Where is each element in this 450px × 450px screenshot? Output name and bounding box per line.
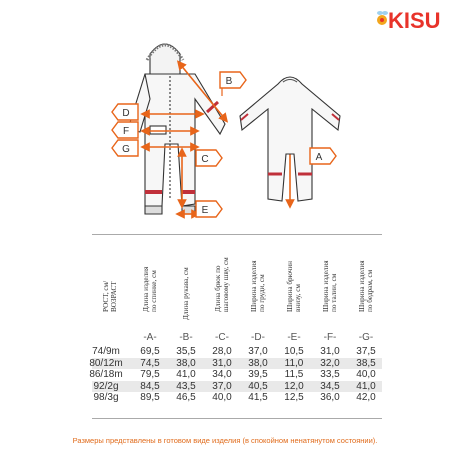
size-table bbox=[89, 250, 382, 404]
table-row bbox=[92, 381, 382, 393]
value-cell: 42,0 bbox=[356, 392, 376, 403]
value-cell: 40,0 bbox=[212, 392, 232, 403]
size-cell: 74/9m bbox=[92, 346, 120, 357]
value-cell: 12,5 bbox=[284, 392, 304, 403]
value-cell: 38,0 bbox=[248, 357, 268, 369]
column-header-label: РОСТ, см/ ВОЗРАСТ bbox=[102, 280, 118, 312]
value-cell: 12,0 bbox=[284, 380, 304, 392]
measurement-letter: -G- bbox=[358, 332, 374, 343]
value-cell: 40,5 bbox=[248, 380, 268, 392]
value-cell: 35,5 bbox=[176, 346, 196, 357]
column-header bbox=[144, 250, 156, 328]
value-cell: 33,5 bbox=[320, 369, 340, 380]
measurement-letter: -F- bbox=[323, 332, 337, 343]
measurement-letter-row bbox=[92, 330, 382, 346]
column-header-label: Ширина изделия по груди, см bbox=[250, 260, 266, 312]
value-cell: 41,0 bbox=[356, 380, 376, 392]
table-row bbox=[92, 392, 382, 404]
marker-f bbox=[112, 122, 138, 138]
measurement-letter: -D- bbox=[251, 332, 265, 343]
value-cell: 37,0 bbox=[212, 380, 232, 392]
logo-text: KISU bbox=[388, 8, 441, 33]
value-cell: 89,5 bbox=[140, 392, 160, 403]
marker-g bbox=[112, 140, 138, 156]
size-cell: 98/3g bbox=[93, 392, 119, 403]
column-header bbox=[104, 250, 116, 328]
value-cell: 36,0 bbox=[320, 392, 340, 403]
svg-text:F: F bbox=[122, 126, 130, 137]
column-header bbox=[360, 250, 372, 328]
table-bottom-rule bbox=[92, 418, 382, 419]
value-cell: 11,0 bbox=[284, 357, 304, 369]
column-header bbox=[252, 250, 264, 328]
value-cell: 84,5 bbox=[140, 380, 160, 392]
value-cell: 40,0 bbox=[356, 369, 376, 380]
value-cell: 37,0 bbox=[248, 346, 268, 357]
svg-text:D: D bbox=[122, 108, 130, 119]
column-header-label: Ширина изделия по талии, см bbox=[322, 260, 338, 312]
size-cell: 80/12m bbox=[89, 357, 123, 369]
garment-diagram bbox=[0, 34, 450, 224]
column-header bbox=[288, 250, 300, 328]
measurement-letter: -E- bbox=[287, 332, 301, 343]
svg-text:C: C bbox=[201, 154, 209, 165]
table-body bbox=[89, 346, 382, 404]
measurement-letter: -C- bbox=[215, 332, 229, 343]
value-cell: 34,5 bbox=[320, 380, 340, 392]
column-header-label: Длина рукава, см bbox=[182, 267, 190, 320]
bee-icon bbox=[377, 11, 388, 25]
value-cell: 28,0 bbox=[212, 346, 232, 357]
table-top-rule bbox=[92, 234, 382, 235]
column-header bbox=[180, 250, 192, 328]
measurement-letter: -A- bbox=[143, 332, 157, 343]
column-header-label: Ширина брючин внизу, см bbox=[286, 260, 302, 312]
value-cell: 43,5 bbox=[176, 380, 196, 392]
value-cell: 31,0 bbox=[212, 357, 232, 369]
value-cell: 39,5 bbox=[248, 369, 268, 380]
size-note: Размеры представлены в готовом виде изделия (в спокойном ненатянутом состоянии). bbox=[72, 436, 378, 445]
value-cell: 69,5 bbox=[140, 346, 160, 357]
value-cell: 79,5 bbox=[140, 369, 160, 380]
value-cell: 46,5 bbox=[176, 392, 196, 403]
brand-logo bbox=[376, 6, 446, 34]
svg-text:B: B bbox=[225, 76, 233, 87]
value-cell: 38,5 bbox=[356, 357, 376, 369]
value-cell: 38,0 bbox=[176, 357, 196, 369]
measurement-letter: -B- bbox=[179, 332, 193, 343]
value-cell: 41,0 bbox=[176, 369, 196, 380]
value-cell: 74,5 bbox=[140, 357, 160, 369]
column-header bbox=[324, 250, 336, 328]
column-header bbox=[216, 250, 228, 328]
marker-a bbox=[310, 148, 336, 164]
svg-text:G: G bbox=[122, 144, 130, 155]
svg-text:A: A bbox=[315, 152, 323, 163]
column-header-label: Ширина изделия по бедрам, см bbox=[358, 260, 374, 312]
value-cell: 11,5 bbox=[284, 369, 304, 380]
marker-c bbox=[196, 150, 222, 166]
value-cell: 34,0 bbox=[212, 369, 232, 380]
table-row bbox=[89, 357, 382, 370]
value-cell: 10,5 bbox=[284, 346, 304, 357]
value-cell: 37,5 bbox=[356, 346, 376, 357]
size-cell: 86/18m bbox=[89, 369, 123, 380]
table-row bbox=[89, 369, 382, 381]
column-header-label: Длина изделия по спинке, см bbox=[142, 266, 158, 312]
svg-text:E: E bbox=[201, 205, 209, 216]
header-row bbox=[92, 250, 382, 328]
column-header-label: Длина брюк по шаговому шву, см bbox=[214, 257, 230, 312]
size-cell: 92/2g bbox=[93, 380, 119, 392]
value-cell: 31,0 bbox=[320, 346, 340, 357]
marker-b bbox=[220, 72, 246, 88]
marker-e bbox=[196, 201, 222, 217]
value-cell: 32,0 bbox=[320, 357, 340, 369]
table-row bbox=[92, 346, 382, 358]
value-cell: 41,5 bbox=[248, 392, 268, 403]
marker-d bbox=[112, 104, 138, 120]
front-view-jumpsuit bbox=[128, 44, 225, 214]
